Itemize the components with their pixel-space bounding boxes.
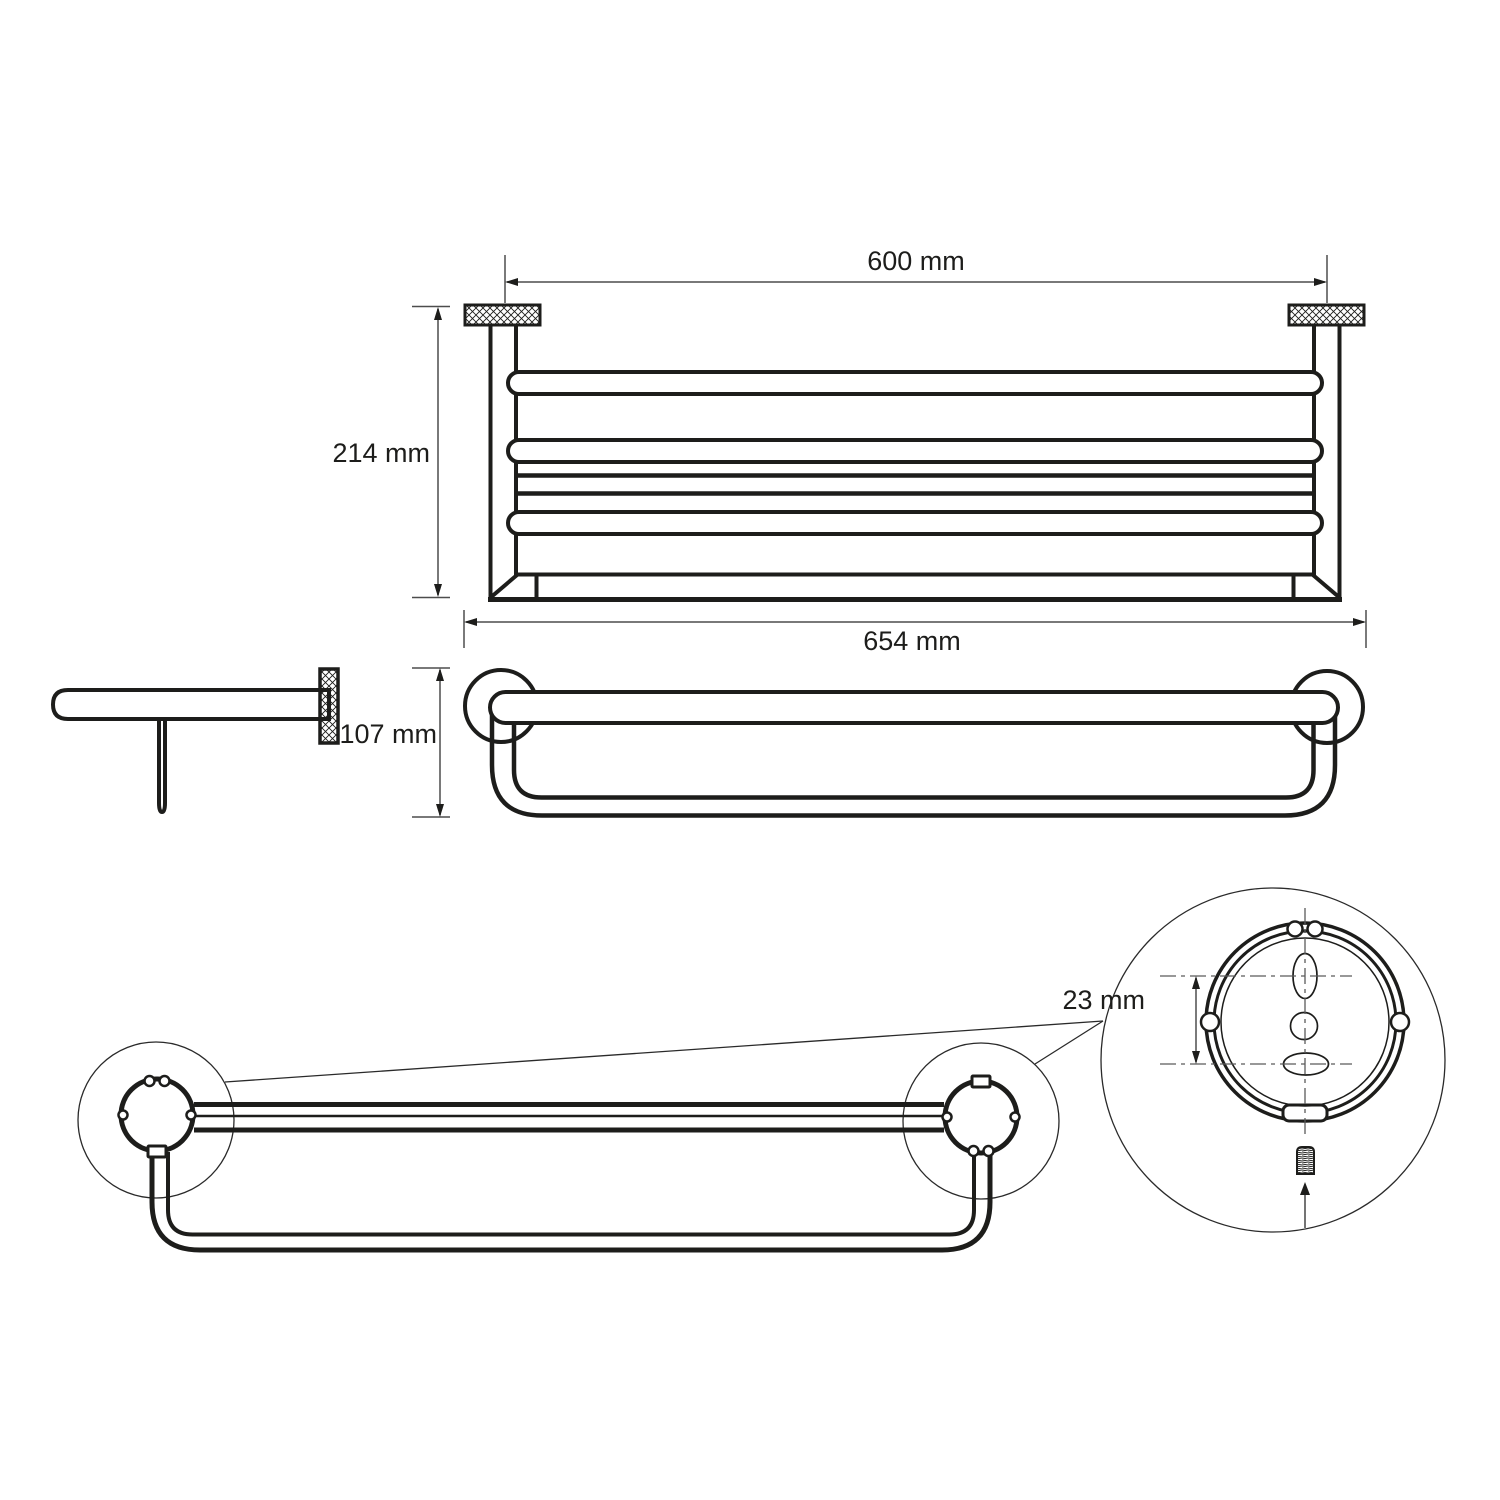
arrowhead-up-icon: [434, 307, 442, 320]
dimension-depth: [339, 668, 450, 817]
arrowhead-right-icon: [1353, 618, 1366, 626]
shelf-arm-side: [53, 690, 329, 719]
ring-body: [945, 1081, 1017, 1153]
dimension-label-214mm: 214 mm: [332, 438, 430, 468]
dimension-label-600mm: 600 mm: [867, 246, 965, 276]
arrowhead-right-icon: [1314, 278, 1327, 286]
mount-block-right: [1289, 305, 1364, 325]
mount-ring-right: [943, 1076, 1020, 1156]
arrowhead-left-icon: [505, 278, 518, 286]
ring-notch-icon: [969, 1146, 979, 1156]
tray-right-chamfer: [1313, 575, 1340, 598]
detail-circle: [1101, 888, 1445, 1232]
dimension-plate-slots: [1062, 976, 1200, 1064]
dimension-overall-width: [464, 610, 1366, 656]
arrowhead-down-icon: [434, 584, 442, 597]
plate-notch-icon: [1201, 1013, 1219, 1031]
dimension-label-23mm: 23 mm: [1062, 985, 1145, 1015]
shelf-bar-3: [508, 512, 1322, 534]
mount-ring-left: [119, 1076, 196, 1157]
arrowhead-down-icon: [436, 804, 444, 817]
ring-notch-icon: [160, 1076, 170, 1086]
plate-notch-icon: [1391, 1013, 1409, 1031]
dimension-overall-height: [332, 307, 450, 598]
wall-plate-side: [320, 669, 338, 743]
mount-block-left: [465, 305, 540, 325]
ring-body: [121, 1079, 193, 1151]
shelf-bar-1: [508, 372, 1322, 394]
shelf-bar-2: [508, 440, 1322, 462]
ring-tab: [972, 1076, 990, 1087]
ring-notch-icon: [943, 1113, 952, 1122]
screw-arrow-up-icon: [1300, 1182, 1310, 1195]
arrowhead-left-icon: [464, 618, 477, 626]
detail-leader-line-1: [225, 1021, 1103, 1082]
detail-leader-line-2: [1035, 1021, 1103, 1064]
dimension-label-107mm: 107 mm: [339, 719, 437, 749]
ring-notch-icon: [119, 1111, 128, 1120]
hanging-bar-side: [159, 716, 165, 812]
towel-rail-inner-wall: [168, 1152, 974, 1235]
set-screw-icon: [1297, 1147, 1314, 1174]
wall-view: [78, 1021, 1103, 1250]
top-view: [465, 670, 1363, 816]
front-view: [465, 305, 1364, 600]
tray-left-chamfer: [490, 575, 517, 598]
ring-notch-icon: [145, 1076, 155, 1086]
mounting-plate-detail: [1160, 908, 1409, 1136]
arrowhead-up-icon: [436, 668, 444, 681]
ring-notch-icon: [187, 1111, 196, 1120]
detail-view: [1062, 888, 1445, 1232]
plate-notch-icon: [1288, 922, 1303, 937]
side-view: [53, 669, 338, 812]
ring-notch-icon: [984, 1146, 994, 1156]
dimension-label-654mm: 654 mm: [863, 626, 961, 656]
plate-notch-icon: [1308, 922, 1323, 937]
ring-tab: [148, 1146, 166, 1157]
dimension-mount-spacing: [505, 246, 1327, 303]
back-rail-top: [490, 692, 1338, 723]
arrowhead-down-icon: [1192, 1051, 1200, 1064]
plate-hole-center: [1291, 1013, 1318, 1040]
ring-notch-icon: [1011, 1113, 1020, 1122]
arrowhead-up-icon: [1192, 976, 1200, 989]
